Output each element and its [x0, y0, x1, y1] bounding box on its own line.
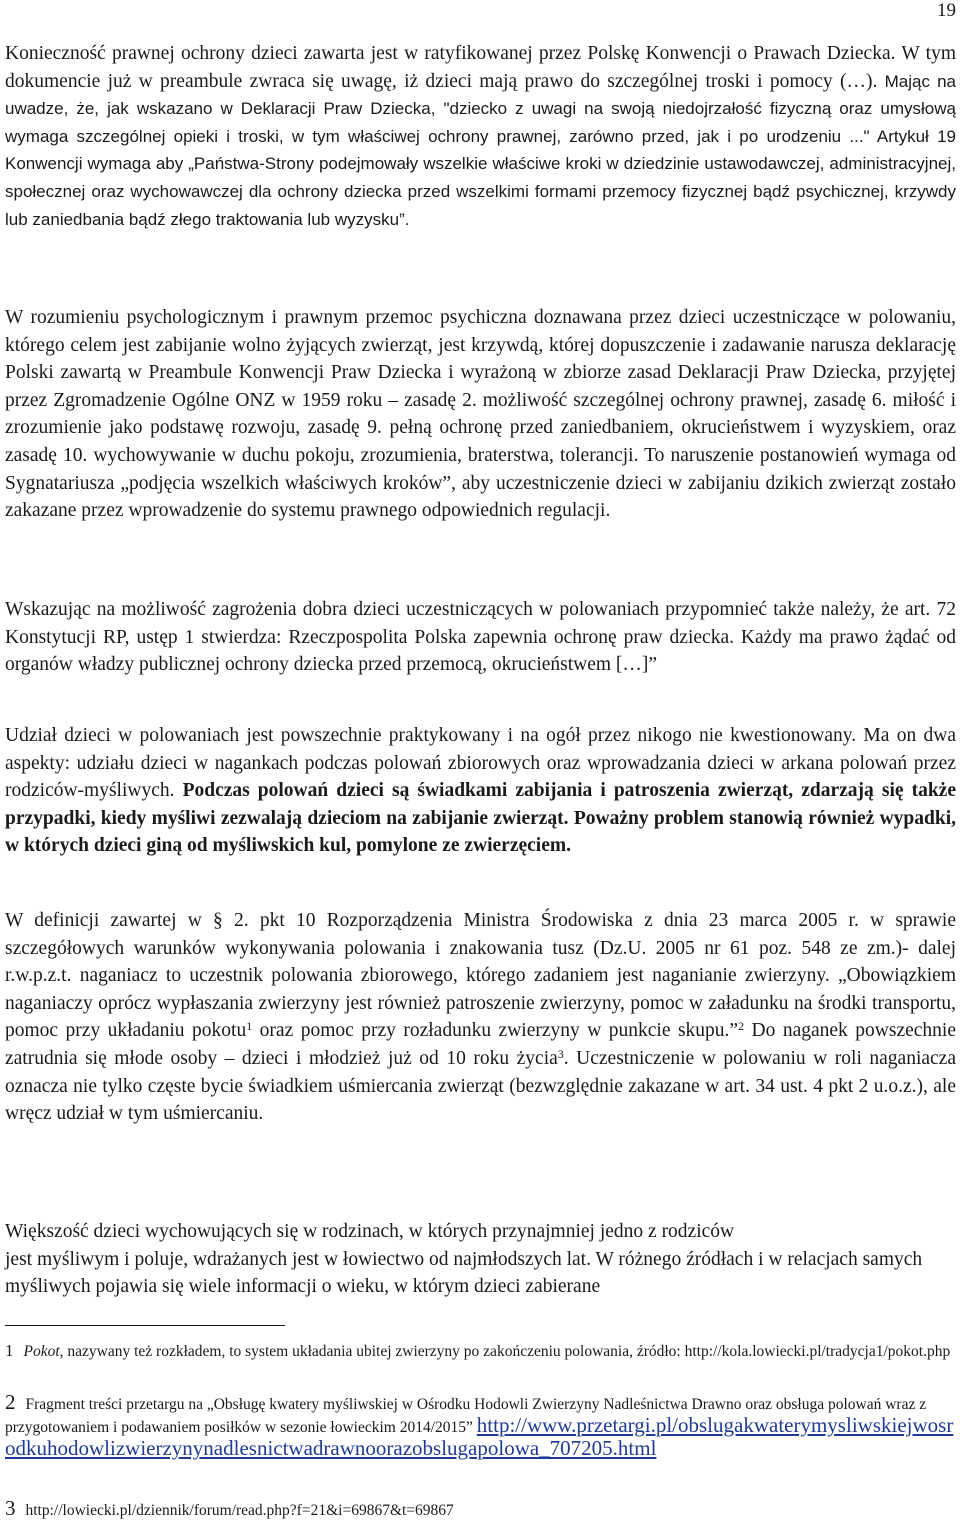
paragraph-hunting-participation-bold: Podczas polowań dzieci są świadkami zabijania i patroszenia zwierząt, zdarzają się także przypadki, kiedy myśliwi zezwalają dzieciom na zabijanie zwierząt. Poważny problem stanowią również wypadki, w których dzieci giną od myśliwskich kul, pomylone ze zwierzęciem.	[5, 780, 956, 857]
paragraph-convention-intro: Konieczność prawnej ochrony dzieci zawarta jest w ratyfikowanej przez Polskę Konwencji o Prawach Dziecka. W tym dokumencie już w preambule zwraca się uwagę, iż dzieci mają prawo do szczególnej troski i pomocy (…).	[5, 43, 956, 92]
paragraph-psychological-violence: W rozumieniu psychologicznym i prawnym przemoc psychiczna doznawana przez dzieci uczestniczące w polowaniu, którego celem jest zabijanie wolno żyjących zwierząt, jest krzywdą, której dopuszczenie i zadawanie narusza deklarację Polski zawartą w Preambule Konwencji Praw Dziecka i wyrażoną w zbiorze zasad Deklaracji Praw Dziecka, przyjętej przez Zgromadzenie Ogólne ONZ w 1959 roku – zasadę 2. możliwość szczególnej ochrony prawnej, zasadę 6. miłość i zrozumienie jako podstawę rozwoju, zasadę 9. pełną ochronę przed zaniedbaniem, okrucieństwem i wyzyskiem, oraz zasadę 10. wychowywanie w duchu pokoju, zrozumienia, braterstwa, tolerancji. To naruszenie postanowień wymaga od Sygnatariusza „podjęcia wszelkich właściwych kroków”, aby uczestniczenie dzieci w zabijaniu dzikich zwierząt zostało zakazane przez wprowadzenie do systemu prawnego odpowiednich regulacji.	[5, 307, 956, 522]
footnote-1-number: 1	[5, 1341, 14, 1360]
paragraph-convention	[5, 40, 956, 233]
footnote-ref-3[interactable]: 3	[557, 1046, 564, 1061]
footnote-3	[5, 1498, 956, 1521]
footnote-separator	[5, 1325, 285, 1326]
paragraph-beater-text-b: oraz pomoc przy rozładunku zwierzyny w punkcie skupu.”	[252, 1020, 739, 1042]
paragraph-hunter-families-line1: Większość dzieci wychowujących się w rodzinach, w których przynajmniej jedno z rodziców	[5, 1221, 735, 1242]
paragraph-beater-definition	[5, 907, 956, 1128]
footnote-2-link[interactable]: http://www.przetargi.pl/obslugakwaterymysliwskiejwosrodkuhodowlizwierzynynadlesnictwadrawnoorazobslugapolowa_707205.html	[5, 1413, 954, 1460]
footnote-3-text: http://lowiecki.pl/dziennik/forum/read.php?f=21&i=69867&t=69867	[25, 1502, 454, 1519]
footnote-ref-1[interactable]: 1	[246, 1019, 253, 1034]
footnote-1-term: Pokot	[23, 1343, 60, 1360]
footnote-1	[5, 1340, 956, 1362]
footnote-2-number: 2	[5, 1390, 16, 1414]
footnote-2-text: Fragment treści przetargu na „Obsługę kwatery myśliwskiej w Ośrodku Hodowli Zwierzyny Nadleśnictwa Drawno oraz obsługa polowań wraz z przygotowaniem i podawaniem posiłków w sezonie łowieckim 2014/2015”	[5, 1396, 927, 1436]
paragraph-constitution: Wskazując na możliwość zagrożenia dobra dzieci uczestniczących w polowaniach przypomnieć także należy, że art. 72 Konstytucji RP, ustęp 1 stwierdza: Rzeczpospolita Polska zapewnia ochronę praw dziecka. Każdy ma prawo żądać od organów władzy publicznej ochrony dziecka przed przemocą, okrucieństwem […]”	[5, 599, 956, 676]
paragraph-hunting-participation-normal: Udział dzieci w polowaniach jest powszechnie praktykowany i na ogół przez nikogo nie kwestionowany. Ma on dwa aspekty: udziału dzieci w nagankach podczas polowań zbiorowych oraz wprowadzania dzieci w arkana polowań przez rodziców-myśliwych.	[5, 725, 956, 802]
paragraph-convention-quote: Mając na uwadze, że, jak wskazano w Deklaracji Praw Dziecka, "dziecko z uwagi na swoją niedojrzałość fizyczną oraz umysłową wymaga szczególnej opieki i troski, w tym właściwej ochrony prawnej, zarówno przed, jak i po urodzeniu ..." Artykuł 19 Konwencji wymaga aby „Państwa-Strony podejmowały wszelkie właściwe kroki w dziedzinie ustawodawczej, administracyjnej, społecznej oraz wychowawczej dla ochrony dziecka przed wszelkimi formami przemocy fizycznej bądź psychicznej, krzywdy lub zaniedbania bądź złego traktowania lub wyzysku”.	[5, 71, 956, 229]
footnote-1-text: , nazywany też rozkładem, to system układania ubitej zwierzyny po zakończeniu polowania, źródło: http://kola.lowiecki.pl/tradycja1/pokot.php	[59, 1343, 951, 1360]
footnote-ref-2[interactable]: 2	[738, 1019, 745, 1034]
page-number: 19	[937, 0, 956, 21]
footnote-2	[5, 1392, 956, 1461]
paragraph-beater-text-a: W definicji zawartej w § 2. pkt 10 Rozporządzenia Ministra Środowiska z dnia 23 marca 2005 r. w sprawie szczegółowych warunków wykonywania polowania i znakowania tusz (Dz.U. 2005 nr 61 poz. 548 ze zm.)- dalej r.w.p.z.t. naganiacz to uczestnik polowania zbiorowego, którego zadaniem jest naganianie zwierzyny. „Obowiązkiem naganiaczy oprócz wypłaszania zwierzyny jest również patroszenie zwierzyny, pomoc w załadunku na środki transportu, pomoc przy układaniu pokotu	[5, 910, 956, 1042]
paragraph-hunter-families-rest: jest myśliwym i poluje, wdrażanych jest w łowiectwo od najmłodszych lat. W różnego źródłach i w relacjach samych myśliwych pojawia się wiele informacji o wieku, w którym dzieci zabierane	[5, 1248, 923, 1298]
paragraph-beater-text-d: . Uczestniczenie w polowaniu w roli naganiacza oznacza nie tylko częste bycie świadkiem uśmiercania zwierząt (bezwzględnie zakazane w art. 34 ust. 4 pkt 2 u.o.z.), ale wręcz udział w tym uśmiercaniu.	[5, 1047, 956, 1125]
footnote-3-number: 3	[5, 1496, 16, 1520]
paragraph-hunter-families	[5, 1218, 956, 1301]
paragraph-beater-text-c: Do naganek powszechnie zatrudnia się młode osoby – dzieci i młodzież już od 10 roku życia	[5, 1020, 956, 1069]
paragraph-hunting-participation	[5, 722, 956, 860]
